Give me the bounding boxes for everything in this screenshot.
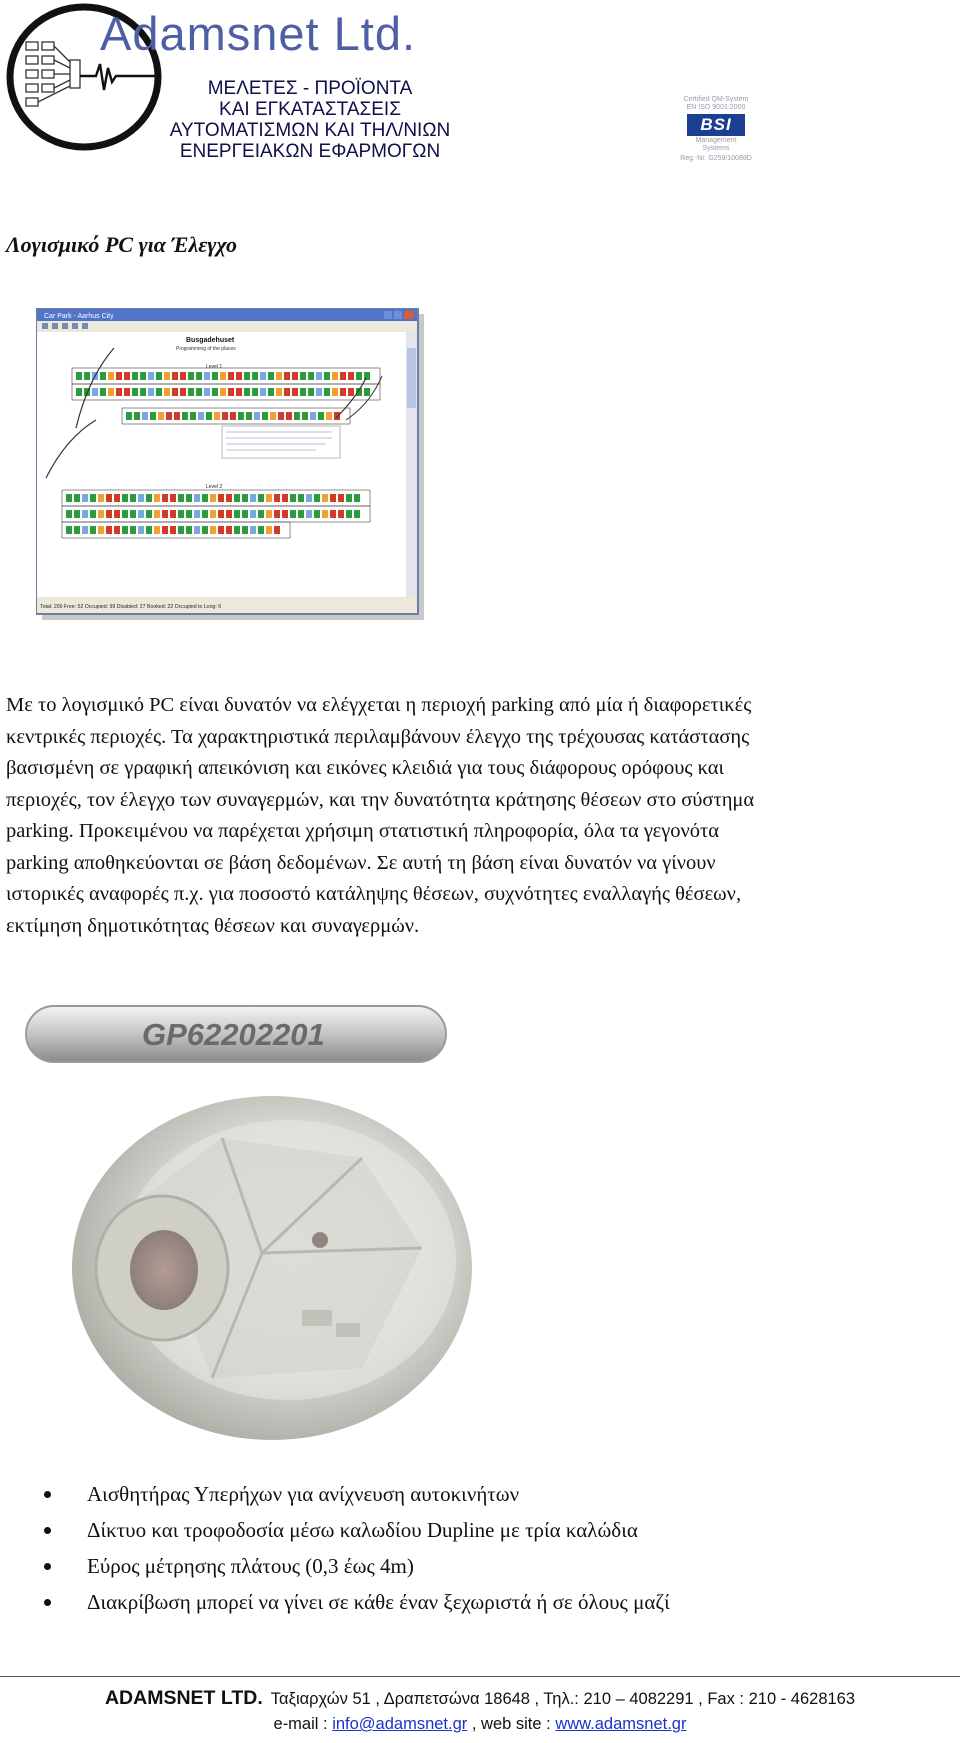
parking-slot — [308, 388, 314, 396]
parking-slot — [284, 388, 290, 396]
parking-slot — [306, 494, 312, 502]
parking-slot — [250, 494, 256, 502]
tagline-line: ΕΝΕΡΓΕΙΑΚΩΝ ΕΦΑΡΜΟΓΩΝ — [179, 141, 441, 162]
feature-text: Δίκτυο και τροφοδοσία μέσω καλωδίου Dupline με τρία καλώδια — [87, 1518, 638, 1542]
parking-slot — [66, 510, 72, 518]
parking-slot — [306, 510, 312, 518]
parking-slot — [84, 372, 90, 380]
parking-slot — [114, 526, 120, 534]
parking-slot — [202, 526, 208, 534]
parking-slot — [188, 372, 194, 380]
parking-slot — [146, 494, 152, 502]
parking-slot — [138, 510, 144, 518]
parking-slot — [138, 526, 144, 534]
parking-slot — [276, 388, 282, 396]
parking-slot — [252, 372, 258, 380]
parking-slot — [300, 372, 306, 380]
page-header — [0, 0, 960, 180]
bsi-logo: BSI — [687, 114, 745, 136]
parking-slot — [100, 372, 106, 380]
parking-slot — [100, 388, 106, 396]
parking-slot — [66, 494, 72, 502]
parking-slot — [140, 372, 146, 380]
bullet-icon — [44, 1527, 51, 1534]
parking-slot — [202, 494, 208, 502]
parking-slot — [354, 494, 360, 502]
parking-slot — [326, 412, 332, 420]
parking-slot — [258, 510, 264, 518]
parking-slot — [182, 412, 188, 420]
parking-slot — [298, 510, 304, 518]
parking-slot — [212, 372, 218, 380]
parking-slot — [90, 494, 96, 502]
parking-slot — [330, 494, 336, 502]
parking-slot — [322, 510, 328, 518]
parking-slot — [226, 526, 232, 534]
parking-slot — [210, 510, 216, 518]
parking-slot — [196, 388, 202, 396]
parking-slot — [364, 372, 370, 380]
footer-address: Ταξιαρχών 51 , Δραπετσώνα 18648 , Τηλ.: 210 – 4082291 , Fax : 210 - 4628163 — [270, 1690, 856, 1708]
parking-slot — [210, 494, 216, 502]
parking-slot — [324, 372, 330, 380]
parking-slot — [124, 372, 130, 380]
parking-slot — [204, 372, 210, 380]
email-link[interactable]: info@adamsnet.gr — [332, 1715, 468, 1733]
parking-slot — [330, 510, 336, 518]
feature-text: Αισθητήρας Υπερήχων για ανίχνευση αυτοκινήτων — [87, 1482, 520, 1506]
parking-slot — [242, 526, 248, 534]
parking-slot — [254, 412, 260, 420]
parking-slot — [338, 494, 344, 502]
parking-slot — [222, 412, 228, 420]
parking-slot — [294, 412, 300, 420]
parking-slot — [338, 510, 344, 518]
parking-slot — [162, 494, 168, 502]
description-line: βασισμένη σε γραφική απεικόνιση και εικόνες κλειδιά για τους διάφορους ορόφους και — [6, 757, 725, 779]
feature-list — [44, 1476, 944, 1620]
parking-slot — [202, 510, 208, 518]
parking-slot — [186, 510, 192, 518]
parking-slot — [286, 412, 292, 420]
parking-slot — [126, 412, 132, 420]
parking-slot — [346, 494, 352, 502]
parking-slot — [116, 372, 122, 380]
footer-online — [0, 1715, 960, 1734]
window-title: Car Park - Aarhus City — [44, 313, 114, 320]
parking-slot — [148, 372, 154, 380]
website-label: , web site : — [467, 1715, 556, 1733]
parking-slot — [142, 412, 148, 420]
parking-slot — [98, 526, 104, 534]
parking-slot — [164, 388, 170, 396]
bullet-icon — [44, 1563, 51, 1570]
ultrasonic-sensor-photo — [62, 1078, 472, 1448]
parking-slot — [170, 494, 176, 502]
product-code: GP62202201 — [142, 1017, 325, 1052]
parking-slot — [242, 510, 248, 518]
parking-slot — [170, 510, 176, 518]
parking-slot — [92, 388, 98, 396]
parking-slot — [132, 388, 138, 396]
parking-slot — [274, 526, 280, 534]
parking-slot — [236, 388, 242, 396]
parking-slot — [228, 388, 234, 396]
tagline-line: ΜΕΛΕΤΕΣ - ΠΡΟΪΟΝΤΑ — [207, 78, 413, 99]
parking-slot — [154, 526, 160, 534]
parking-slot — [90, 510, 96, 518]
parking-slot — [250, 526, 256, 534]
parking-slot — [238, 412, 244, 420]
parking-slot — [194, 494, 200, 502]
tagline-line: ΚΑΙ ΕΓΚΑΤΑΣΤΑΣΕΙΣ — [219, 99, 401, 120]
parking-slot — [266, 510, 272, 518]
cert-line: EN ISO 9001:2000 — [686, 104, 746, 111]
parking-slot — [194, 510, 200, 518]
parking-slot — [178, 494, 184, 502]
parking-slot — [178, 526, 184, 534]
description-line: ιστορικές αναφορές π.χ. για ποσοστό κατάληψης θέσεων, συχνότητες εναλλαγής θέσεων, — [6, 883, 742, 905]
parking-slot — [82, 510, 88, 518]
parking-slot — [270, 412, 276, 420]
product-code-bar — [24, 1004, 448, 1064]
parking-slot — [122, 526, 128, 534]
parking-slot — [156, 388, 162, 396]
parking-slot — [278, 412, 284, 420]
parking-slot — [308, 372, 314, 380]
parking-slot — [106, 494, 112, 502]
parking-slot — [332, 388, 338, 396]
parking-slot — [298, 494, 304, 502]
parking-slot — [310, 412, 316, 420]
parking-slot — [220, 388, 226, 396]
parking-slot — [158, 412, 164, 420]
parking-slot — [130, 510, 136, 518]
description-paragraph — [6, 690, 950, 942]
parking-slot — [130, 526, 136, 534]
parking-slot — [82, 494, 88, 502]
parking-slot — [266, 494, 272, 502]
parking-slot — [268, 372, 274, 380]
parking-slot — [98, 494, 104, 502]
description-line: περιοχές, τον έλεγχο των συναγερμών, και την δυνατότητα κράτησης θέσεων στο σύστημα — [6, 788, 755, 811]
certification-badge — [668, 96, 764, 176]
description-line: parking. Προκειμένου να παρέχεται χρήσιμη στατιστική πληροφορία, όλα τα γεγονότα — [6, 820, 720, 842]
parking-slot — [290, 494, 296, 502]
parking-slot — [180, 372, 186, 380]
parking-slot — [258, 494, 264, 502]
parking-slot — [172, 388, 178, 396]
parking-slot — [226, 510, 232, 518]
parking-slot — [318, 412, 324, 420]
parking-slot — [290, 510, 296, 518]
parking-slot — [198, 412, 204, 420]
parking-slot — [186, 494, 192, 502]
parking-slot — [170, 526, 176, 534]
parking-slot — [132, 372, 138, 380]
bullet-icon — [44, 1491, 51, 1498]
footer-divider — [0, 1676, 960, 1677]
website-link[interactable]: www.adamsnet.gr — [555, 1715, 687, 1733]
parking-slot — [66, 526, 72, 534]
cert-line: Certified QM-System — [683, 96, 749, 103]
parking-slot — [258, 526, 264, 534]
feature-item — [44, 1584, 944, 1620]
description-line: κεντρικές περιοχές. Τα χαρακτηριστικά περιλαμβάνουν έλεγχο της τρέχουσας κατάστασης — [6, 725, 750, 748]
status-bar: Total: 200 Free: 52 Occupied: 99 Disabled: 27 Booked: 22 Occupied to Long: 6 — [40, 604, 222, 610]
parking-slot — [154, 494, 160, 502]
feature-text: Διακρίβωση μπορεί να γίνει σε κάθε έναν ξεχωριστά ή σε όλους μαζί — [87, 1590, 670, 1614]
parking-software-screenshot — [36, 308, 424, 620]
parking-slot — [108, 388, 114, 396]
parking-slot — [292, 372, 298, 380]
parking-slot — [218, 494, 224, 502]
footer-contact — [0, 1687, 960, 1710]
parking-slot — [174, 412, 180, 420]
parking-slot — [194, 526, 200, 534]
parking-slot — [146, 526, 152, 534]
building-subtitle: Programming of the places — [176, 346, 236, 352]
parking-slot — [282, 510, 288, 518]
parking-slot — [252, 388, 258, 396]
parking-slot — [180, 388, 186, 396]
parking-slot — [74, 494, 80, 502]
parking-slot — [268, 388, 274, 396]
parking-slot — [282, 494, 288, 502]
parking-slot — [274, 494, 280, 502]
parking-slot — [116, 388, 122, 396]
parking-slot — [82, 526, 88, 534]
feature-item — [44, 1548, 944, 1584]
parking-slot — [364, 388, 370, 396]
parking-slot — [220, 372, 226, 380]
parking-slot — [124, 388, 130, 396]
description-line: Με το λογισμικό PC είναι δυνατόν να ελέγχεται η περιοχή parking από μία ή διαφορετικές — [6, 694, 752, 716]
building-name: Busgadehuset — [186, 337, 235, 344]
parking-slot — [234, 510, 240, 518]
parking-slot — [74, 526, 80, 534]
parking-slot — [130, 494, 136, 502]
parking-slot — [90, 526, 96, 534]
parking-slot — [154, 510, 160, 518]
parking-slot — [300, 388, 306, 396]
parking-slot — [218, 510, 224, 518]
parking-slot — [76, 388, 82, 396]
parking-slot — [244, 388, 250, 396]
parking-slot — [266, 526, 272, 534]
parking-slot — [348, 388, 354, 396]
parking-slot — [146, 510, 152, 518]
parking-slot — [190, 412, 196, 420]
parking-slot — [188, 388, 194, 396]
parking-slot — [316, 372, 322, 380]
parking-slot — [260, 372, 266, 380]
parking-slot — [106, 526, 112, 534]
parking-slot — [354, 510, 360, 518]
parking-slot — [314, 510, 320, 518]
parking-slot — [228, 372, 234, 380]
parking-slot — [186, 526, 192, 534]
parking-slot — [172, 372, 178, 380]
parking-slot — [138, 494, 144, 502]
parking-slot — [292, 388, 298, 396]
company-name: Adamsnet Ltd. — [100, 7, 417, 60]
parking-slot — [250, 510, 256, 518]
parking-slot — [162, 510, 168, 518]
parking-slot — [276, 372, 282, 380]
parking-slot — [204, 388, 210, 396]
parking-slot — [260, 388, 266, 396]
level-1-label: Level 1 — [206, 364, 223, 370]
parking-slot — [148, 388, 154, 396]
parking-slot — [156, 372, 162, 380]
parking-slot — [262, 412, 268, 420]
parking-slot — [178, 510, 184, 518]
parking-slot — [214, 412, 220, 420]
feature-text: Εύρος μέτρησης πλάτους (0,3 έως 4m) — [87, 1554, 414, 1578]
parking-slot — [246, 412, 252, 420]
cert-line: Management — [695, 137, 737, 144]
tagline-line: ΑΥΤΟΜΑΤΙΣΜΩΝ ΚΑΙ ΤΗΛ/ΝΙΩΝ — [169, 120, 451, 141]
parking-slot — [284, 372, 290, 380]
feature-item — [44, 1512, 944, 1548]
footer-brand: ADAMSNET LTD. — [104, 1687, 263, 1709]
company-tagline — [150, 78, 470, 162]
parking-slot — [226, 494, 232, 502]
parking-slot — [348, 372, 354, 380]
feature-item — [44, 1476, 944, 1512]
parking-slot — [324, 388, 330, 396]
parking-slot — [236, 372, 242, 380]
parking-slot — [274, 510, 280, 518]
parking-slot — [108, 372, 114, 380]
parking-slot — [218, 526, 224, 534]
parking-slot — [212, 388, 218, 396]
parking-slot — [242, 494, 248, 502]
parking-slot — [230, 412, 236, 420]
parking-slot — [244, 372, 250, 380]
parking-slot — [322, 494, 328, 502]
parking-slot — [122, 494, 128, 502]
description-line: parking αποθηκεύονται σε βάση δεδομένων. Σε αυτή τη βάση είναι δυνατόν να γίνουν — [6, 851, 716, 874]
parking-slot — [114, 494, 120, 502]
parking-slot — [134, 412, 140, 420]
parking-slot — [106, 510, 112, 518]
parking-slot — [356, 372, 362, 380]
parking-slot — [122, 510, 128, 518]
parking-slot — [150, 412, 156, 420]
parking-slot — [114, 510, 120, 518]
parking-slot — [162, 526, 168, 534]
parking-slot — [314, 494, 320, 502]
parking-slot — [164, 372, 170, 380]
description-line: εκτίμηση δημοτικότητας θέσεων και συναγερμών. — [6, 914, 420, 937]
parking-slot — [140, 388, 146, 396]
parking-slot — [316, 388, 322, 396]
parking-slot — [234, 494, 240, 502]
parking-slot — [234, 526, 240, 534]
parking-slot — [340, 388, 346, 396]
parking-slot — [74, 510, 80, 518]
bullet-icon — [44, 1599, 51, 1606]
parking-slot — [210, 526, 216, 534]
parking-slot — [206, 412, 212, 420]
parking-slot — [76, 372, 82, 380]
parking-slot — [98, 510, 104, 518]
parking-slot — [166, 412, 172, 420]
cert-line: Systems — [702, 145, 730, 152]
parking-slot — [346, 510, 352, 518]
cert-reg-number: Reg.-Nr. G259/10088D — [680, 155, 752, 162]
parking-slot — [334, 412, 340, 420]
email-label: e-mail : — [273, 1715, 333, 1733]
parking-slot — [196, 372, 202, 380]
parking-slot — [340, 372, 346, 380]
parking-slot — [302, 412, 308, 420]
parking-slot — [332, 372, 338, 380]
document-title: Λογισμικό PC για Έλεγχο — [6, 232, 238, 257]
level-2-label: Level 2 — [206, 484, 223, 490]
